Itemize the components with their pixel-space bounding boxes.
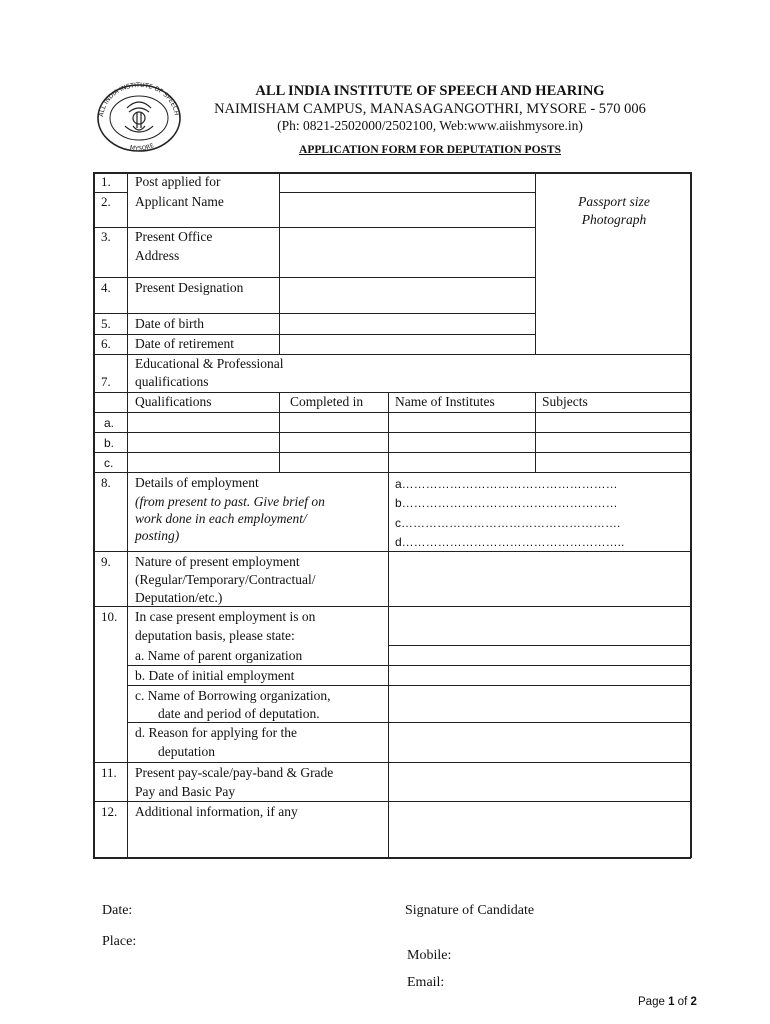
qual-row-b-label: b. [104,436,115,450]
row-6-number: 6. [101,336,111,351]
employment-entry-b[interactable]: b……………………………………………… [395,496,618,510]
reason-applying-label-2: deputation [158,744,215,759]
page-prefix: Page [638,996,665,1008]
page-number [638,996,697,1008]
parent-organization-field[interactable] [390,647,689,664]
nature-employment-label-3: Deputation/etc.) [135,590,223,605]
mobile-label: Mobile: [407,948,452,963]
date-of-birth-field[interactable] [281,315,533,333]
post-applied-label: Post applied for [135,174,221,189]
svg-text:MYSORE: MYSORE [129,142,156,152]
signature-label: Signature of Candidate [405,903,535,918]
nature-employment-field[interactable] [390,553,689,605]
post-applied-field[interactable] [281,174,533,191]
qual-row-a-label: a. [104,416,115,430]
qual-row-c-label: c. [104,456,114,470]
date-of-retirement-label: Date of retirement [135,336,234,351]
row-9-number: 9. [101,554,111,569]
row-3-number: 3. [101,229,111,244]
row-8-number: 8. [101,475,111,490]
date-of-birth-label: Date of birth [135,316,204,331]
row-12-number: 12. [101,804,118,819]
applicant-name-field[interactable] [281,194,533,226]
additional-info-label: Additional information, if any [135,804,298,819]
employment-details-note-3: posting) [135,528,180,543]
row-7-number: 7. [101,374,111,389]
qualifications-label-2: qualifications [135,374,209,389]
initial-employment-field[interactable] [390,667,689,684]
row-11-number: 11. [101,765,117,780]
page-of: of [677,996,688,1008]
pay-scale-field[interactable] [390,764,689,800]
borrowing-organization-field[interactable] [390,687,689,721]
borrowing-organization-label-2: date and period of deputation. [158,706,320,721]
page-total: 2 [690,996,697,1008]
additional-info-field[interactable] [390,803,689,856]
passport-photo-box[interactable] [540,193,688,229]
qualifications-label: Educational & Professional [135,356,284,371]
employment-entry-c[interactable]: c………………………………………………. [395,516,621,530]
deputation-label: In case present employment is on [135,609,316,624]
qual-header-completed-in: Completed in [290,394,364,409]
deputation-label-2: deputation basis, please state: [135,628,295,643]
present-designation-label: Present Designation [135,280,244,295]
parent-organization-label: a. Name of parent organization [135,648,303,663]
pay-scale-label: Present pay-scale/pay-band & Grade [135,765,334,780]
nature-employment-label-2: (Regular/Temporary/Contractual/ [135,572,316,587]
row-4-number: 4. [101,280,111,295]
photo-label-line1: Passport size [578,194,650,209]
borrowing-organization-label: c. Name of Borrowing organization, [135,688,331,703]
reason-applying-label: d. Reason for applying for the [135,725,297,740]
present-designation-field[interactable] [281,279,533,312]
row-1-number: 1. [101,174,111,189]
photo-label-line2: Photograph [581,212,647,227]
institute-contact: (Ph: 0821-2502000/2502100, Web:www.aiishmysore.in) [277,118,583,133]
employment-details-note-1: (from present to past. Give brief on [135,494,325,509]
date-label: Date: [102,903,133,918]
row-5-number: 5. [101,316,111,331]
reason-applying-field[interactable] [390,724,689,761]
nature-employment-label: Nature of present employment [135,554,300,569]
qualifications-entry-cells[interactable] [129,414,689,471]
pay-scale-label-2: Pay and Basic Pay [135,784,236,799]
row-2-number: 2. [101,194,111,209]
form-title: APPLICATION FORM FOR DEPUTATION POSTS [299,144,561,156]
applicant-name-label: Applicant Name [135,194,224,209]
employment-entry-a[interactable]: a……………………………………………… [395,477,618,491]
institute-address: NAIMISHAM CAMPUS, MANASAGANGOTHRI, MYSORE - 570 006 [214,101,646,117]
date-of-retirement-field[interactable] [281,336,533,353]
qual-header-institutes: Name of Institutes [395,394,495,409]
employment-details-note-2: work done in each employment/ [135,511,307,526]
row-10-number: 10. [101,609,118,624]
page-current: 1 [668,996,675,1008]
email-label: Email: [407,975,445,990]
svg-text:ALL INDIA INSTITUTE OF SPEECH: ALL INDIA INSTITUTE OF SPEECH [98,82,180,118]
present-office-label-2: Address [135,248,180,263]
present-office-label: Present Office [135,229,213,244]
employment-entry-d[interactable]: d……………………………………………….. [395,535,625,549]
initial-employment-label: b. Date of initial employment [135,668,295,683]
place-label: Place: [102,934,137,949]
employment-details-label: Details of employment [135,475,259,490]
qual-header-qualifications: Qualifications [135,394,212,409]
qual-header-subjects: Subjects [542,394,588,409]
present-office-address-field[interactable] [281,229,533,276]
institute-name: ALL INDIA INSTITUTE OF SPEECH AND HEARING [255,83,605,99]
